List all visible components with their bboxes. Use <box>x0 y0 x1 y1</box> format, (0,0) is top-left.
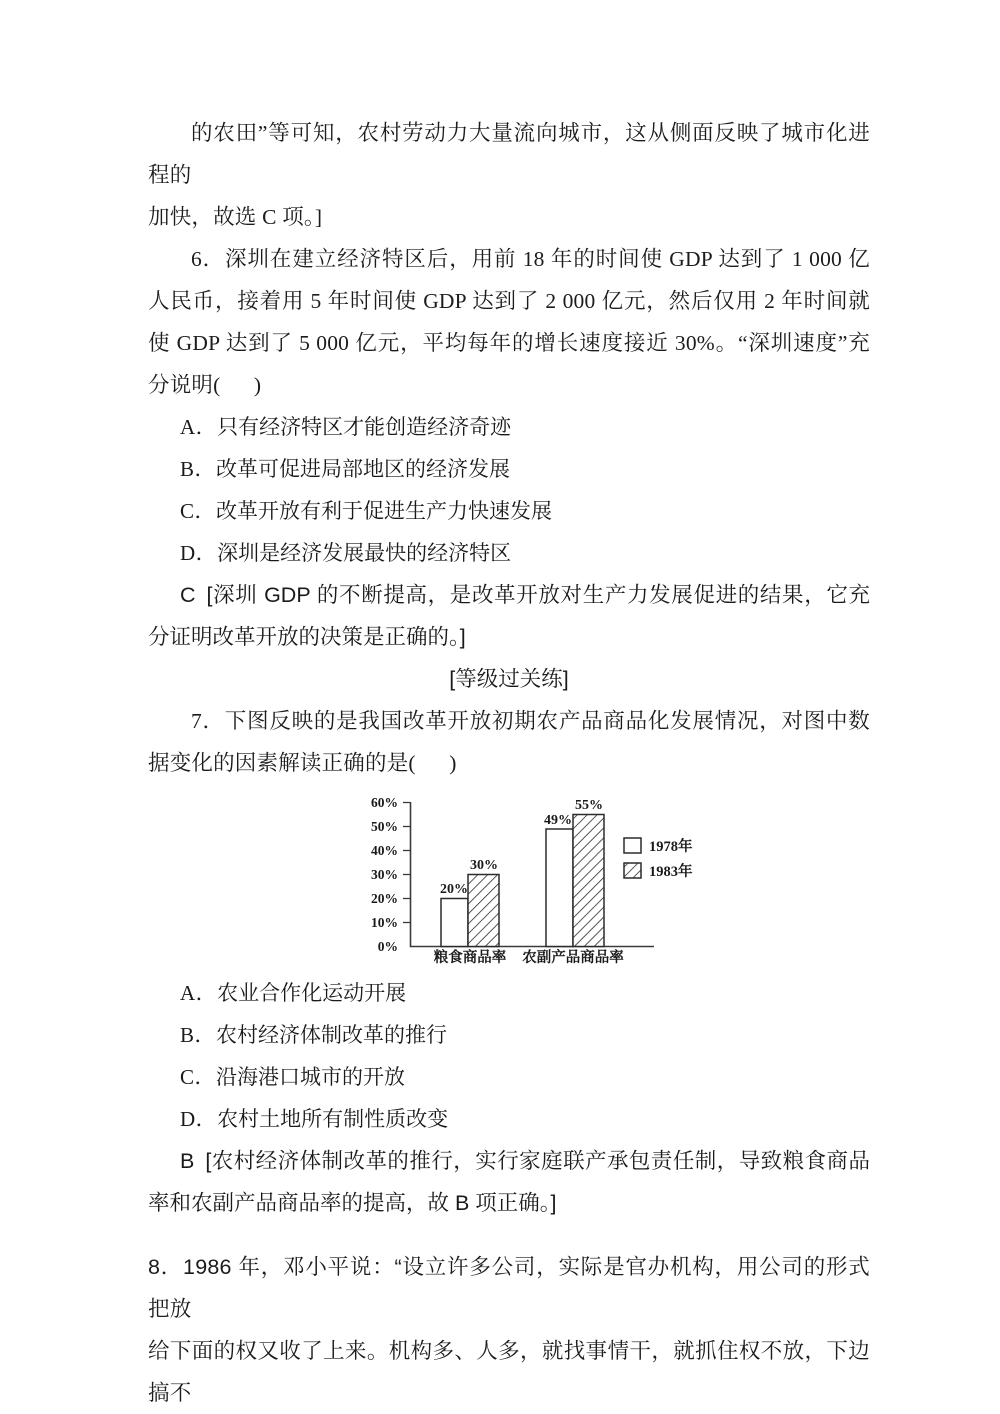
option-text: 只有经济特区才能创造经济奇迹 <box>217 415 512 439</box>
y-tick-label-50: 50% <box>371 819 398 834</box>
question-7-number: 7． <box>191 709 225 733</box>
chart-canvas <box>354 790 714 966</box>
y-tick-label-40: 40% <box>371 843 398 858</box>
question-7-option-a[interactable] <box>148 972 870 1014</box>
question-6-stem-text: 深圳在建立经济特区后，用前 18 年的时间使 GDP 达到了 1 000 亿人民币，接着用 5 年时间使 GDP 达到了 2 000 亿元，然后仅用 2 年时间就使 GDP 达到了 5 000 亿元，平均每年的增长速度接近 30%。“深圳速度”充分说明( ) <box>148 247 870 397</box>
option-label: D． <box>180 541 218 565</box>
option-text: 农村土地所有制性质改变 <box>217 1107 449 1131</box>
option-label: C． <box>180 499 217 523</box>
bar-1978-sideline <box>546 829 573 947</box>
bar-value-label-1978-sideline: 49% <box>544 813 572 828</box>
question-8-line-2: 给下面的权又收了上来。机构多、人多，就找事情干，就抓住权不放，下边搞不 <box>148 1339 870 1405</box>
continued-line-2: 加快，故选 C 项。] <box>148 205 323 229</box>
question-7-answer <box>148 1140 870 1224</box>
question-8 <box>148 1224 870 1414</box>
agricultural-commodity-rate-chart <box>148 790 870 968</box>
question-7-stem <box>148 700 870 784</box>
question-7-option-d[interactable] <box>148 1098 870 1140</box>
bar-1983-sideline <box>573 815 604 947</box>
question-8-line-1: 8．1986 年，邓小平说：“设立许多公司，实际是官办机构，用公司的形式把放 <box>148 1255 870 1321</box>
question-6-option-b[interactable] <box>148 448 870 490</box>
question-6-option-a[interactable] <box>148 406 870 448</box>
bar-value-label-1978-grain: 20% <box>440 882 468 897</box>
bar-group-sideline <box>522 798 624 966</box>
y-tick-label-60: 60% <box>371 795 398 810</box>
option-label: A． <box>180 415 218 439</box>
question-7 <box>148 700 870 1224</box>
question-6-stem <box>148 238 870 406</box>
option-text: 沿海港口城市的开放 <box>216 1065 406 1089</box>
y-tick-label-10: 10% <box>371 915 398 930</box>
continued-explanation <box>148 112 870 238</box>
question-7-option-b[interactable] <box>148 1014 870 1056</box>
bar-1978-grain <box>441 899 468 947</box>
answer-explanation: [农村经济体制改革的推行，实行家庭联产承包责任制，导致粮食商品率和农副产品商品率的提高，故 B 项正确。] <box>148 1149 870 1215</box>
option-text: 农村经济体制改革的推行 <box>216 1023 448 1047</box>
legend-label-1983: 1983年 <box>649 864 693 880</box>
chart-legend <box>624 837 693 880</box>
option-text: 改革开放有利于促进生产力快速发展 <box>216 499 553 523</box>
question-6-option-c[interactable] <box>148 490 870 532</box>
y-tick-label-0: 0% <box>377 939 398 954</box>
legend-label-1978: 1978年 <box>649 839 693 855</box>
bar-value-label-1983-sideline: 55% <box>575 798 603 813</box>
x-category-label-grain: 粮食商品率 <box>433 950 507 966</box>
option-label: A． <box>180 981 218 1005</box>
bar-1983-grain <box>468 875 499 947</box>
option-text: 农业合作化运动开展 <box>217 981 407 1005</box>
section-header: [等级过关练] <box>449 667 569 691</box>
option-text: 深圳是经济发展最快的经济特区 <box>217 541 512 565</box>
bar-value-label-1983-grain: 30% <box>470 858 498 873</box>
option-label: B． <box>180 457 217 481</box>
continued-line-1: 的农田”等可知，农村劳动力大量流向城市，这从侧面反映了城市化进程的 <box>148 121 870 187</box>
y-tick-label-30: 30% <box>371 867 398 882</box>
option-label: B． <box>180 1023 217 1047</box>
option-label: D． <box>180 1107 218 1131</box>
legend-swatch-1978 <box>624 838 641 853</box>
legend-swatch-1983 <box>624 863 641 878</box>
bar-group-grain <box>434 858 507 966</box>
chart-svg <box>354 790 714 966</box>
question-7-stem-text: 下图反映的是我国改革开放初期农产品商品化发展情况，对图中数据变化的因素解读正确的是( ) <box>148 709 870 775</box>
question-6-answer <box>148 574 870 658</box>
question-6 <box>148 238 870 658</box>
option-text: 改革可促进局部地区的经济发展 <box>216 457 511 481</box>
option-label: C． <box>180 1065 217 1089</box>
question-7-option-c[interactable] <box>148 1056 870 1098</box>
answer-key: C <box>180 583 197 607</box>
y-axis-group <box>371 795 410 954</box>
question-6-option-d[interactable] <box>148 532 870 574</box>
answer-explanation: [深圳 GDP 的不断提高，是改革开放对生产力发展促进的结果，它充分证明改革开放的决策是正确的。] <box>148 583 870 649</box>
answer-key: B <box>180 1149 196 1173</box>
question-6-number: 6． <box>191 247 226 271</box>
y-tick-label-20: 20% <box>371 891 398 906</box>
x-category-label-sideline: 农副产品商品率 <box>522 950 624 966</box>
